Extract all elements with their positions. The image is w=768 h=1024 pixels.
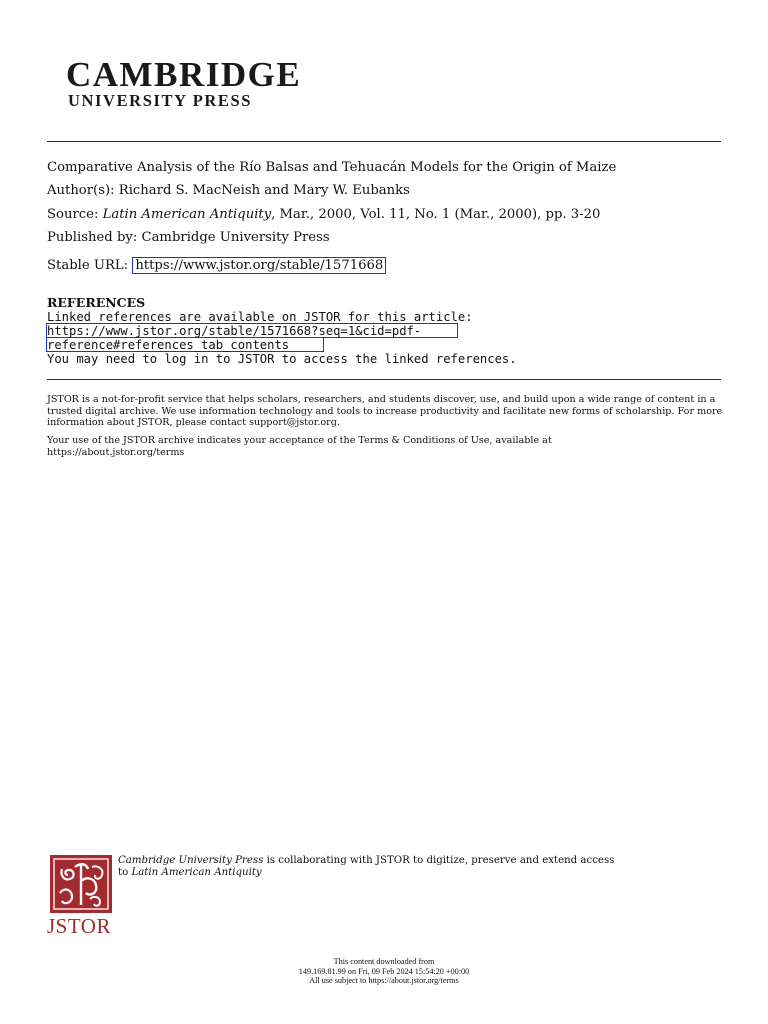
collab-journal: Latin American Antiquity bbox=[131, 867, 262, 878]
footer-line-1: This content downloaded from bbox=[333, 957, 435, 966]
terms-notice-line-1: Your use of the JSTOR archive indicates your acceptance of the Terms & Conditions of Use, available at bbox=[47, 435, 552, 446]
references-link-line-1[interactable]: https://www.jstor.org/stable/1571668?seq=1&cid=pdf- bbox=[47, 324, 422, 338]
authors-label: Author(s): bbox=[47, 183, 115, 198]
stable-url-link[interactable]: https://www.jstor.org/stable/1571668 bbox=[132, 257, 386, 274]
collaboration-text bbox=[118, 855, 614, 879]
collab-text: is collaborating with JSTOR to digitize, preserve and extend access bbox=[263, 855, 615, 866]
middle-divider bbox=[47, 379, 721, 380]
cambridge-logo-title: CAMBRIDGE bbox=[66, 55, 302, 94]
stable-url-line bbox=[47, 257, 386, 275]
footer-line-2: 149.169.81.99 on Fri, 09 Feb 2024 15:54:20 +00:00 bbox=[298, 966, 470, 976]
terms-notice bbox=[47, 435, 727, 458]
jstor-notice bbox=[47, 394, 727, 429]
authors-line bbox=[47, 182, 410, 200]
collaboration-line-1 bbox=[118, 855, 614, 867]
jstor-wordmark: JSTOR bbox=[47, 914, 111, 938]
top-divider bbox=[47, 141, 721, 142]
terms-url[interactable]: https://about.jstor.org/terms bbox=[47, 446, 185, 458]
published-label: Published by: bbox=[47, 230, 138, 245]
cambridge-logo-subtitle: UNIVERSITY PRESS bbox=[68, 91, 253, 110]
collab-to: to bbox=[118, 867, 132, 878]
jstor-logo-icon bbox=[50, 855, 112, 913]
stable-url-label: Stable URL: bbox=[47, 258, 129, 273]
journal-name: Latin American Antiquity bbox=[102, 207, 272, 222]
authors-value: Richard S. MacNeish and Mary W. Eubanks bbox=[118, 183, 410, 198]
references-link-line-2[interactable]: reference#references_tab_contents bbox=[47, 338, 290, 352]
references-login-note: You may need to log in to JSTOR to access the linked references. bbox=[47, 352, 517, 366]
source-line bbox=[47, 206, 600, 224]
publisher-value: Cambridge University Press bbox=[141, 230, 330, 245]
collab-publisher: Cambridge University Press bbox=[118, 855, 264, 866]
download-footer bbox=[0, 957, 768, 986]
source-label: Source: bbox=[47, 207, 99, 222]
footer-line-3: All use subject to https://about.jstor.org/terms bbox=[309, 976, 459, 985]
references-intro: Linked references are available on JSTOR for this article: bbox=[47, 310, 473, 324]
published-line bbox=[47, 229, 330, 247]
source-details: , Mar., 2000, Vol. 11, No. 1 (Mar., 2000), pp. 3-20 bbox=[271, 207, 601, 222]
jstor-notice-paragraph: JSTOR is a not-for-profit service that helps scholars, researchers, and students discover, use, and build upon a wide range of content in a trusted digital archive. We use information technology and tools to increase productivity and facilitate new forms of scholarship. For more information about JSTOR, please contact support@jstor.org. bbox=[47, 394, 723, 428]
collaboration-line-2 bbox=[118, 867, 614, 879]
references-heading: REFERENCES bbox=[47, 295, 146, 310]
article-title: Comparative Analysis of the Río Balsas and Tehuacán Models for the Origin of Maize bbox=[47, 160, 617, 175]
